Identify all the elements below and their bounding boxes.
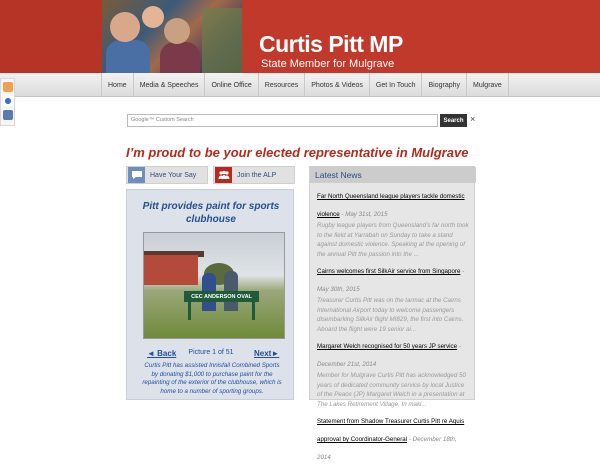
slide-back-link[interactable]: ◄ Back [147,349,177,358]
linkedin-icon[interactable] [3,110,13,120]
share-bar [0,78,15,126]
slide-counter: Picture 1 of 51 [188,349,234,356]
slide-caption: Curtis Pitt has assisted Innisfail Combined Sports by donating $1,000 to purchase paint for the repainting of the exterior of the clubhouse, which is home to a number of sporting groups. [142,362,282,395]
people-icon [215,167,232,183]
news-item [317,410,471,464]
news-title-link[interactable]: Far North Queensland league players tackle domestic violence [317,193,465,218]
news-title-link[interactable]: Margaret Welch recognised for 50 years JP service [317,343,458,350]
google-icon[interactable] [3,96,13,106]
news-title-link[interactable]: Cairns welcomes first SilkAir service from Singapore [317,268,461,275]
nav-item-media-speeches[interactable]: Media & Speeches [133,73,205,97]
join-alp-button[interactable] [213,166,295,184]
search-button[interactable]: Search [440,114,467,127]
nav-item-mulgrave[interactable]: Mulgrave [466,73,509,97]
news-excerpt: Member for Mulgrave Curtis Pitt has acknowledged 50 years of dedicated community service by local Justice of the Peace (JP) Margaret Welch in a presentation at The Lakes Retirement Village. In maki... [317,372,466,408]
news-date: - May 30th, 2015 [317,268,465,293]
slide-title[interactable]: Pitt provides paint for sports clubhouse [142,201,280,225]
rss-icon[interactable] [3,82,13,92]
page-headline: I’m proud to be your elected representative in Mulgrave [126,145,469,160]
nav-item-online-office[interactable]: Online Office [204,73,257,97]
news-item [317,185,471,259]
search-input[interactable]: Google™ Custom Search [127,114,438,127]
nav-item-home[interactable]: Home [101,73,133,97]
news-excerpt: Treasurer Curtis Pitt was on the tarmac at the Cairns International Airport today to welcome passengers disembarking SilkAir flight MI829, the first into Cairns. Aboard the flight were 19 senior ai... [317,297,464,333]
nav-item-get-in-touch[interactable]: Get In Touch [369,73,422,97]
latest-news-panel [309,166,475,461]
news-item [317,335,471,409]
news-title-link[interactable]: Statement from Shadow Treasurer Curtis Pitt re Aquis approval by Coordinator-General [317,418,465,443]
latest-news-heading: Latest News [310,167,476,183]
site-subtitle: State Member for Mulgrave [261,58,395,70]
news-excerpt: Rugby league players from Queensland’s far north took to the field at Yarrabah on Sunday to take a stand against domestic violence. Speaking at the opening of the annual Pitt the passion into the ... [317,222,469,258]
news-date: - December 18th, 2014 [317,436,457,461]
have-your-say-label: Have Your Say [150,171,197,179]
news-date: - May 31st, 2015 [339,211,388,218]
header-left-panel [0,0,102,73]
nav-item-biography[interactable]: Biography [421,73,466,97]
news-list [317,185,471,465]
nav-item-resources[interactable]: Resources [258,73,304,97]
news-date: - December 21st, 2014 [317,343,461,368]
site-header [0,0,600,73]
photo-slideshow [126,189,294,400]
clear-search-icon[interactable]: × [470,114,476,124]
site-title[interactable]: Curtis Pitt MP [259,31,403,57]
speech-bubble-icon [128,167,145,183]
slide-next-link[interactable]: Next► [254,349,280,358]
nav-item-photos-videos[interactable]: Photos & Videos [304,73,369,97]
photo-sign-text: CEC ANDERSON OVAL [184,291,259,302]
slide-photo[interactable] [143,232,285,339]
join-alp-label: Join the ALP [237,171,277,179]
main-nav [0,73,600,97]
header-family-photo [102,0,242,73]
have-your-say-button[interactable] [126,166,208,184]
news-item [317,260,471,334]
